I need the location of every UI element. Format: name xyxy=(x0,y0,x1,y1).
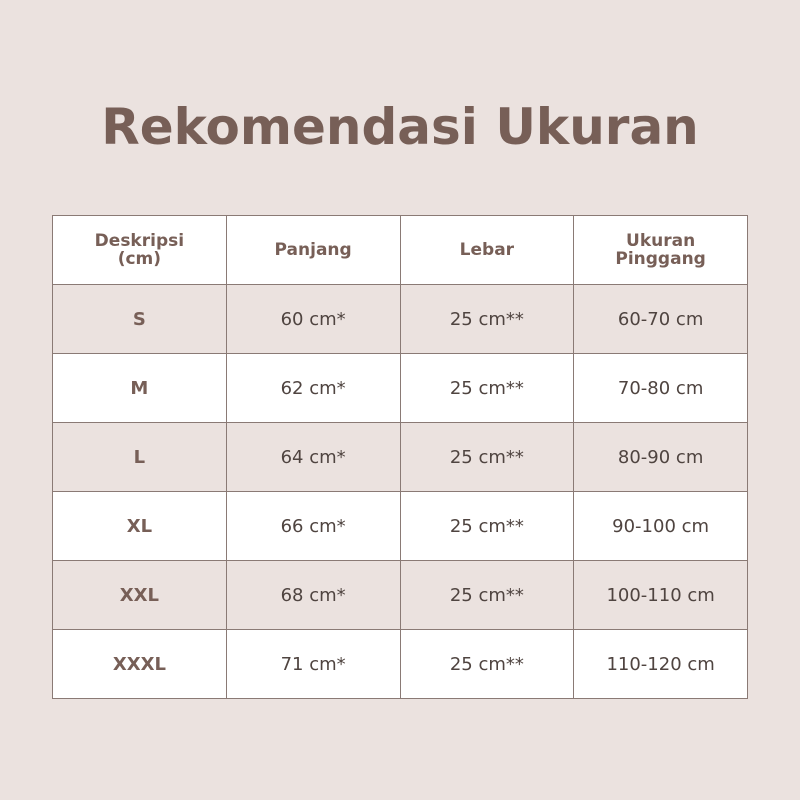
header-ukuran-pinggang-line-2: Pinggang xyxy=(615,249,706,269)
header-lebar xyxy=(400,216,574,285)
header-panjang-label: Panjang xyxy=(274,240,352,260)
size-table xyxy=(52,215,748,699)
header-panjang xyxy=(226,216,400,285)
header-ukuran-pinggang-line-1: Ukuran xyxy=(626,231,696,251)
table-row xyxy=(53,630,748,699)
size-cell: M xyxy=(53,354,227,423)
size-cell: S xyxy=(53,285,227,354)
lebar-cell: 25 cm** xyxy=(400,630,574,699)
size-cell: L xyxy=(53,423,227,492)
lebar-cell: 25 cm** xyxy=(400,354,574,423)
pinggang-cell: 100-110 cm xyxy=(574,561,748,630)
panjang-cell: 62 cm* xyxy=(226,354,400,423)
panjang-cell: 68 cm* xyxy=(226,561,400,630)
page-title: Rekomendasi Ukuran xyxy=(101,98,699,156)
lebar-cell: 25 cm** xyxy=(400,561,574,630)
header-deskripsi xyxy=(53,216,227,285)
pinggang-cell: 80-90 cm xyxy=(574,423,748,492)
size-cell: XL xyxy=(53,492,227,561)
table-row xyxy=(53,492,748,561)
header-deskripsi-line-1: Deskripsi xyxy=(94,231,185,251)
pinggang-cell: 110-120 cm xyxy=(574,630,748,699)
size-cell: XXXL xyxy=(53,630,227,699)
panjang-cell: 64 cm* xyxy=(226,423,400,492)
table-header-row xyxy=(53,216,748,285)
pinggang-cell: 60-70 cm xyxy=(574,285,748,354)
header-deskripsi-line-2: (cm) xyxy=(117,249,162,269)
pinggang-cell: 70-80 cm xyxy=(574,354,748,423)
lebar-cell: 25 cm** xyxy=(400,492,574,561)
table-row xyxy=(53,285,748,354)
panjang-cell: 60 cm* xyxy=(226,285,400,354)
panjang-cell: 71 cm* xyxy=(226,630,400,699)
header-lebar-label: Lebar xyxy=(459,240,515,260)
table-row xyxy=(53,354,748,423)
table-row xyxy=(53,561,748,630)
lebar-cell: 25 cm** xyxy=(400,423,574,492)
table-row xyxy=(53,423,748,492)
size-cell: XXL xyxy=(53,561,227,630)
panjang-cell: 66 cm* xyxy=(226,492,400,561)
header-ukuran-pinggang xyxy=(574,216,748,285)
pinggang-cell: 90-100 cm xyxy=(574,492,748,561)
lebar-cell: 25 cm** xyxy=(400,285,574,354)
